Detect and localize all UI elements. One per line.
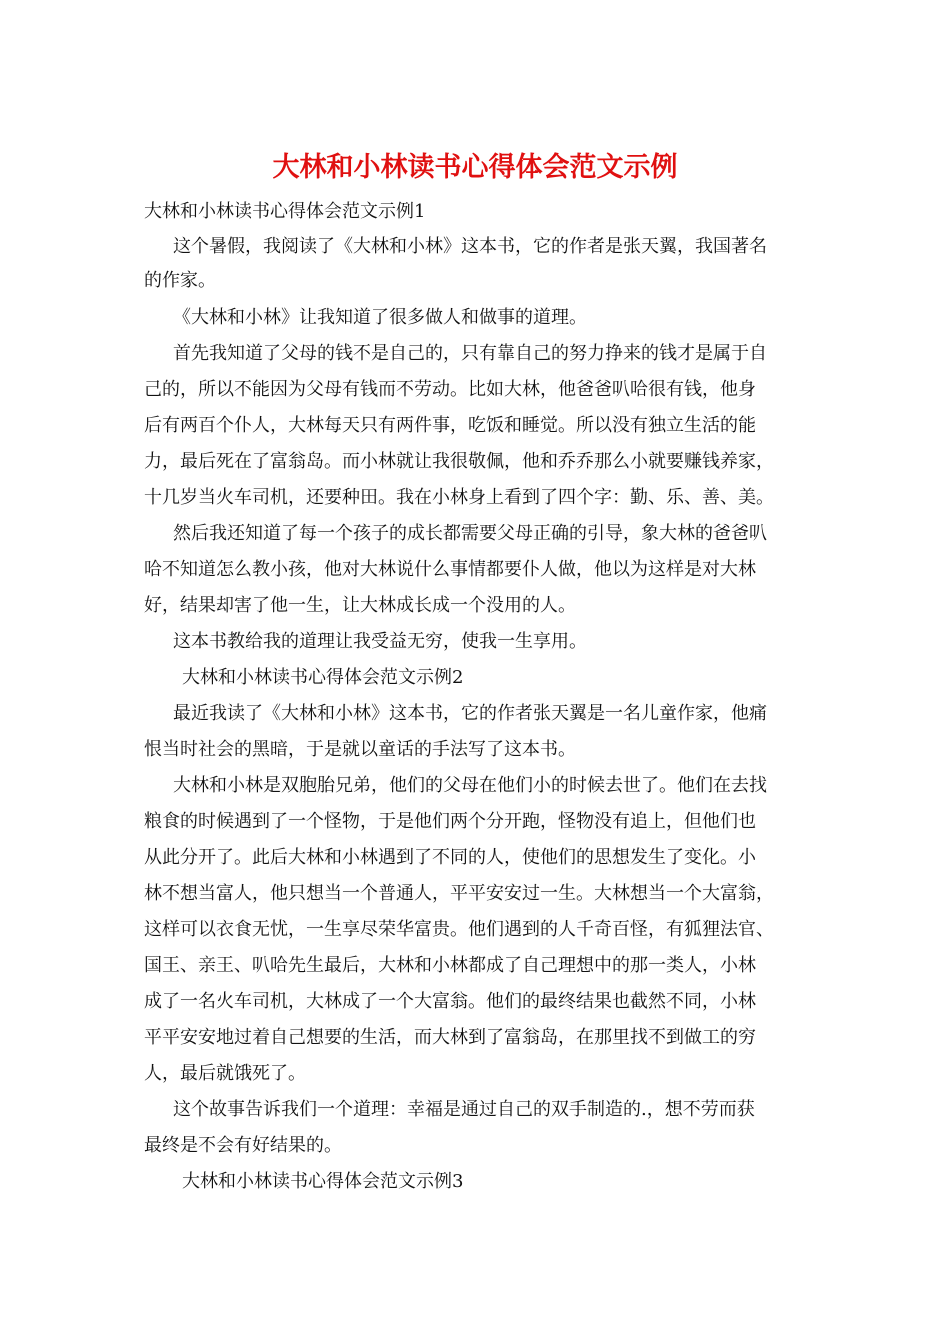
paragraph-line: 人，最后就饿死了。 bbox=[144, 1063, 306, 1084]
paragraph-line: 国王、亲王、叭哈先生最后，大林和小林都成了自己理想中的那一类人，小林 bbox=[144, 955, 756, 976]
paragraph-line: 这样可以衣食无忧，一生享尽荣华富贵。他们遇到的人千奇百怪，有狐狸法官、 bbox=[144, 919, 774, 940]
heading-example-3: 大林和小林读书心得体会范文示例3 bbox=[182, 1171, 464, 1192]
paragraph-line: 恨当时社会的黑暗，于是就以童话的手法写了这本书。 bbox=[144, 739, 576, 760]
heading-example-2: 大林和小林读书心得体会范文示例2 bbox=[182, 667, 464, 688]
paragraph-line: 从此分开了。此后大林和小林遇到了不同的人，使他们的思想发生了变化。小 bbox=[144, 847, 756, 868]
paragraph-line: 十几岁当火车司机，还要种田。我在小林身上看到了四个字：勤、乐、善、美。 bbox=[144, 487, 774, 508]
paragraph-line: 这个故事告诉我们一个道理：幸福是通过自己的双手制造的.，想不劳而获 bbox=[173, 1099, 755, 1120]
paragraph-line: 成了一名火车司机，大林成了一个大富翁。他们的最终结果也截然不同，小林 bbox=[144, 991, 756, 1012]
paragraph-line: 然后我还知道了每一个孩子的成长都需要父母正确的引导，象大林的爸爸叭 bbox=[173, 523, 767, 544]
paragraph-line: 这本书教给我的道理让我受益无穷，使我一生享用。 bbox=[173, 631, 587, 652]
document-title: 大林和小林读书心得体会范文示例 bbox=[272, 152, 678, 183]
heading-example-1: 大林和小林读书心得体会范文示例1 bbox=[144, 201, 426, 222]
paragraph-line: 首先我知道了父母的钱不是自己的，只有靠自己的努力挣来的钱才是属于自 bbox=[173, 343, 767, 364]
paragraph-line: 林不想当富人，他只想当一个普通人，平平安安过一生。大林想当一个大富翁， bbox=[144, 883, 774, 904]
paragraph-line: 这个暑假，我阅读了《大林和小林》这本书，它的作者是张天翼，我国著名 bbox=[173, 236, 767, 257]
paragraph-line: 力，最后死在了富翁岛。而小林就让我很敬佩，他和乔乔那么小就要赚钱养家， bbox=[144, 451, 774, 472]
paragraph-line: 哈不知道怎么教小孩，他对大林说什么事情都要仆人做，他以为这样是对大林 bbox=[144, 559, 756, 580]
paragraph-line: 最终是不会有好结果的。 bbox=[144, 1135, 342, 1156]
paragraph-line: 大林和小林是双胞胎兄弟，他们的父母在他们小的时候去世了。他们在去找 bbox=[173, 775, 767, 796]
paragraph-line: 平平安安地过着自己想要的生活，而大林到了富翁岛，在那里找不到做工的穷 bbox=[144, 1027, 756, 1048]
paragraph-line: 的作家。 bbox=[144, 270, 216, 291]
paragraph-line: 好，结果却害了他一生，让大林成长成一个没用的人。 bbox=[144, 595, 576, 616]
paragraph-line: 最近我读了《大林和小林》这本书，它的作者张天翼是一名儿童作家，他痛 bbox=[173, 703, 767, 724]
paragraph-line: 后有两百个仆人，大林每天只有两件事，吃饭和睡觉。所以没有独立生活的能 bbox=[144, 415, 756, 436]
paragraph-line: 粮食的时候遇到了一个怪物，于是他们两个分开跑，怪物没有追上，但他们也 bbox=[144, 811, 756, 832]
paragraph-line: 《大林和小林》让我知道了很多做人和做事的道理。 bbox=[173, 307, 587, 328]
paragraph-line: 己的，所以不能因为父母有钱而不劳动。比如大林，他爸爸叭哈很有钱，他身 bbox=[144, 379, 756, 400]
